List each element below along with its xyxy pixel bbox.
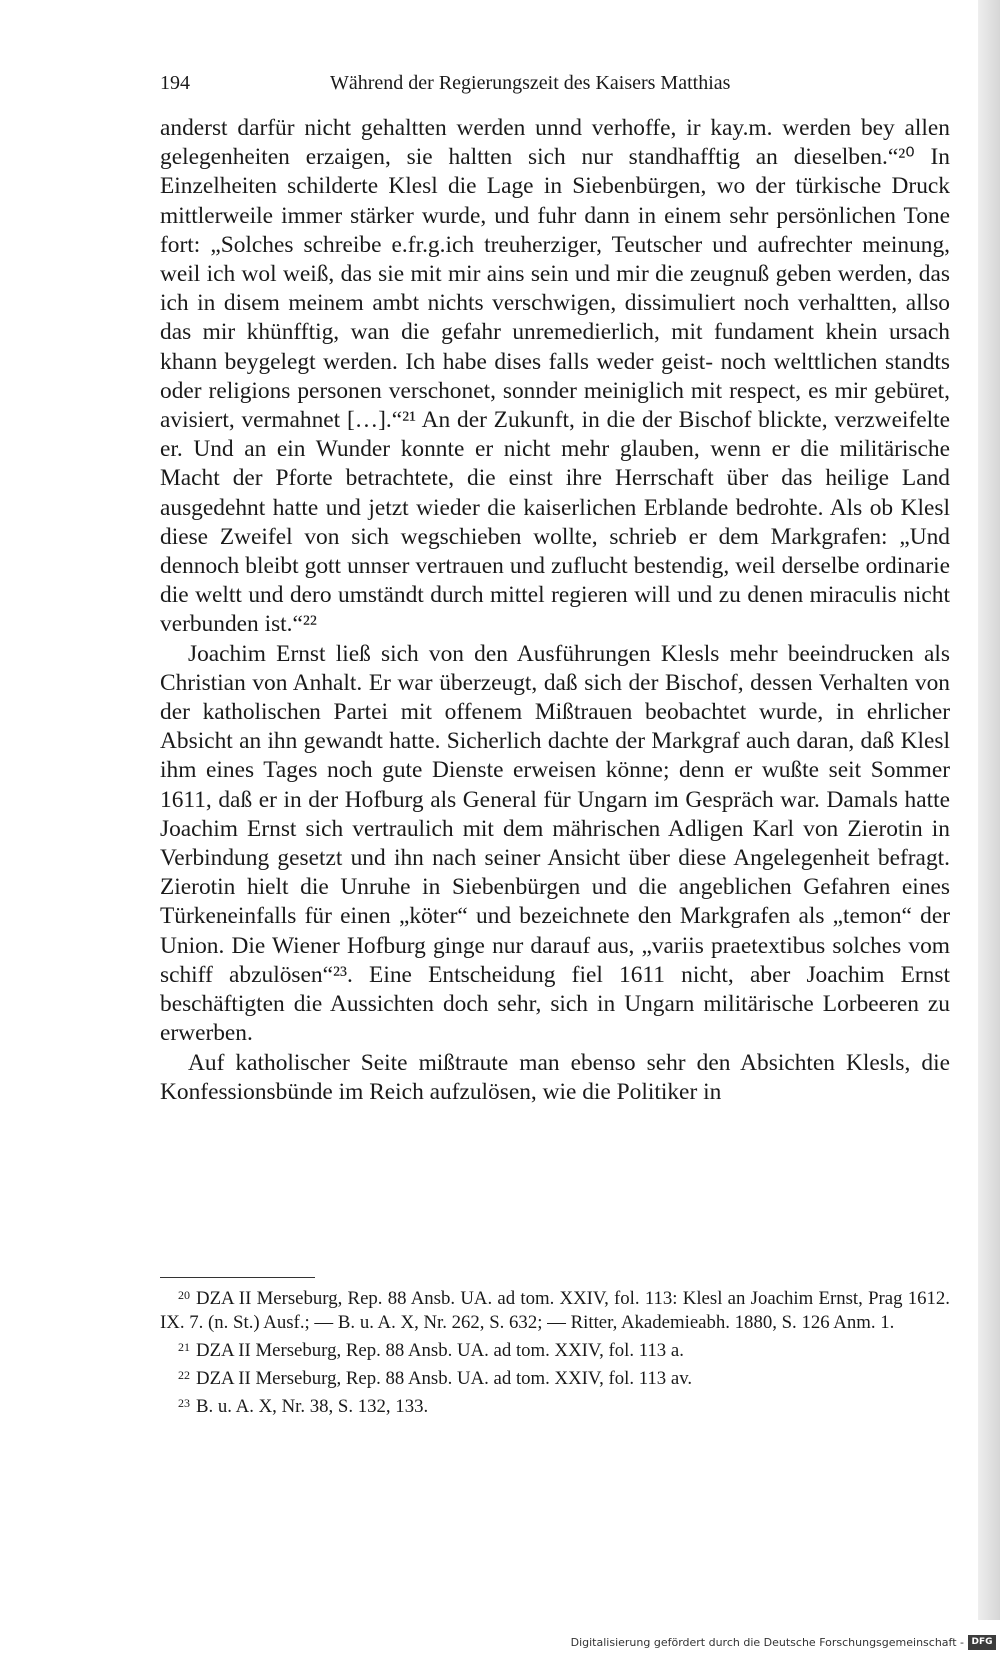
footnote-23: [160, 1391, 950, 1419]
footnote-20: [160, 1283, 950, 1335]
dfg-logo[interactable]: DFG: [968, 1635, 996, 1650]
footnote-22: [160, 1363, 950, 1391]
footnote-text: DZA II Merseburg, Rep. 88 Ansb. UA. ad tom. XXIV, fol. 113 a.: [196, 1340, 684, 1361]
page-number: 194: [160, 72, 190, 94]
main-text: [160, 114, 950, 1107]
paragraph-2: Joachim Ernst ließ sich von den Ausführungen Klesls mehr beeindrucken als Christian von Anhalt. Er war überzeugt, daß sich der Bischof, dessen Verhalten von der katholischen Partei mit offenem Mißtrauen beobachtet wurde, in ehrlicher Absicht an ihn gewandt hatte. Sicherlich dachte der Markgraf auch daran, daß Klesl ihm eines Tages noch gute Dienste erweisen könne; denn er wußte seit Sommer 1611, daß er in der Hofburg als General für Ungarn im Gespräch war. Damals hatte Joachim Ernst sich vertraulich mit dem mährischen Adligen Karl von Zierotin in Verbindung gesetzt und ihn nach seiner Ansicht über diese Angelegenheit befragt. Zierotin hielt die Unruhe in Siebenbürgen und die angeblichen Gefahren eines Türkeneinfalls für einen „köter“ und bezeichnete den Markgrafen als „temon“ der Union. Die Wiener Hofburg ginge nur darauf aus, „variis praetextibus solches vom schiff abzulösen“²³. Eine Entscheidung fiel 1611 nicht, aber Joachim Ernst beschäftigten die Aussichten doch sehr, sich in Ungarn militärische Lorbeeren zu erwerben.: [160, 640, 950, 1047]
digitization-footer: [0, 1629, 1000, 1653]
footnote-text: DZA II Merseburg, Rep. 88 Ansb. UA. ad tom. XXIV, fol. 113: Klesl an Joachim Ernst, Prag 1612. IX. 7. (n. St.) Ausf.; — B. u. A. X, Nr. 262, S. 632; — Ritter, Akademieabh. 1880, S. 126 Anm. 1.: [160, 1288, 950, 1333]
footnote-text: B. u. A. X, Nr. 38, S. 132, 133.: [196, 1396, 429, 1417]
footnotes: [160, 1283, 950, 1419]
footnote-number: 20: [178, 1288, 190, 1302]
page-header: [160, 72, 950, 104]
footnote-text: DZA II Merseburg, Rep. 88 Ansb. UA. ad tom. XXIV, fol. 113 av.: [196, 1368, 693, 1389]
footnote-number: 23: [178, 1396, 190, 1410]
footnote-separator: [160, 1277, 315, 1278]
paragraph-3: Auf katholischer Seite mißtraute man ebenso sehr den Absichten Klesls, die Konfessionsbünde im Reich aufzulösen, wie die Politiker in: [160, 1049, 950, 1105]
footnote-number: 22: [178, 1368, 190, 1382]
running-title: Während der Regierungszeit des Kaisers Matthias: [330, 72, 731, 94]
footnote-number: 21: [178, 1340, 190, 1354]
digitization-credit: Digitalisierung gefördert durch die Deutsche Forschungsgemeinschaft -: [570, 1636, 964, 1649]
page-edge-shadow: [978, 0, 1000, 1620]
paragraph-1: anderst darfür nicht gehaltten werden unnd verhoffe, ir kay.m. werden bey allen gelegenheiten erzaigen, sie haltten sich nur standhafftig an dieselben.“²⁰ In Einzelheiten schilderte Klesl die Lage in Siebenbürgen, wo der türkische Druck mittlerweile immer stärker wurde, und fuhr dann in einem sehr persönlichen Tone fort: „Solches schreibe e.fr.g.ich treuherziger, Teutscher und aufrechter meinung, weil ich wol weiß, das sie mit mir ains sein und mir die zeugnuß geben werden, das ich in disem meinem ambt nichts verschwigen, dissimuliert noch verhaltten, allso das mir khünfftig, wan die gefahr unremedierlich, mit fundament khein ursach khann beygelegt werden. Ich habe dises falls weder geist- noch welttlichen standts oder religions personen verschonet, sonnder meiniglich mit respect, es mir gebüret, avisiert, vermahnet […].“²¹ An der Zukunft, in die der Bischof blickte, verzweifelte er. Und an ein Wunder konnte er nicht mehr glauben, wenn er die militärische Macht der Pforte betrachtete, die einst ihre Herrschaft über das heilige Land ausgedehnt hatte und jetzt wieder die kaiserlichen Erblande bedrohte. Als ob Klesl diese Zweifel von sich wegschieben wollte, schrieb er dem Markgrafen: „Und dennoch bleibt gott unnser vertrauen und zuflucht bestendig, weil derselbe ordinarie die weltt und dero umständt durch mittel regieren will und zu denen miraculis nicht verbunden ist.“²²: [160, 115, 950, 638]
footnote-21: [160, 1335, 950, 1363]
